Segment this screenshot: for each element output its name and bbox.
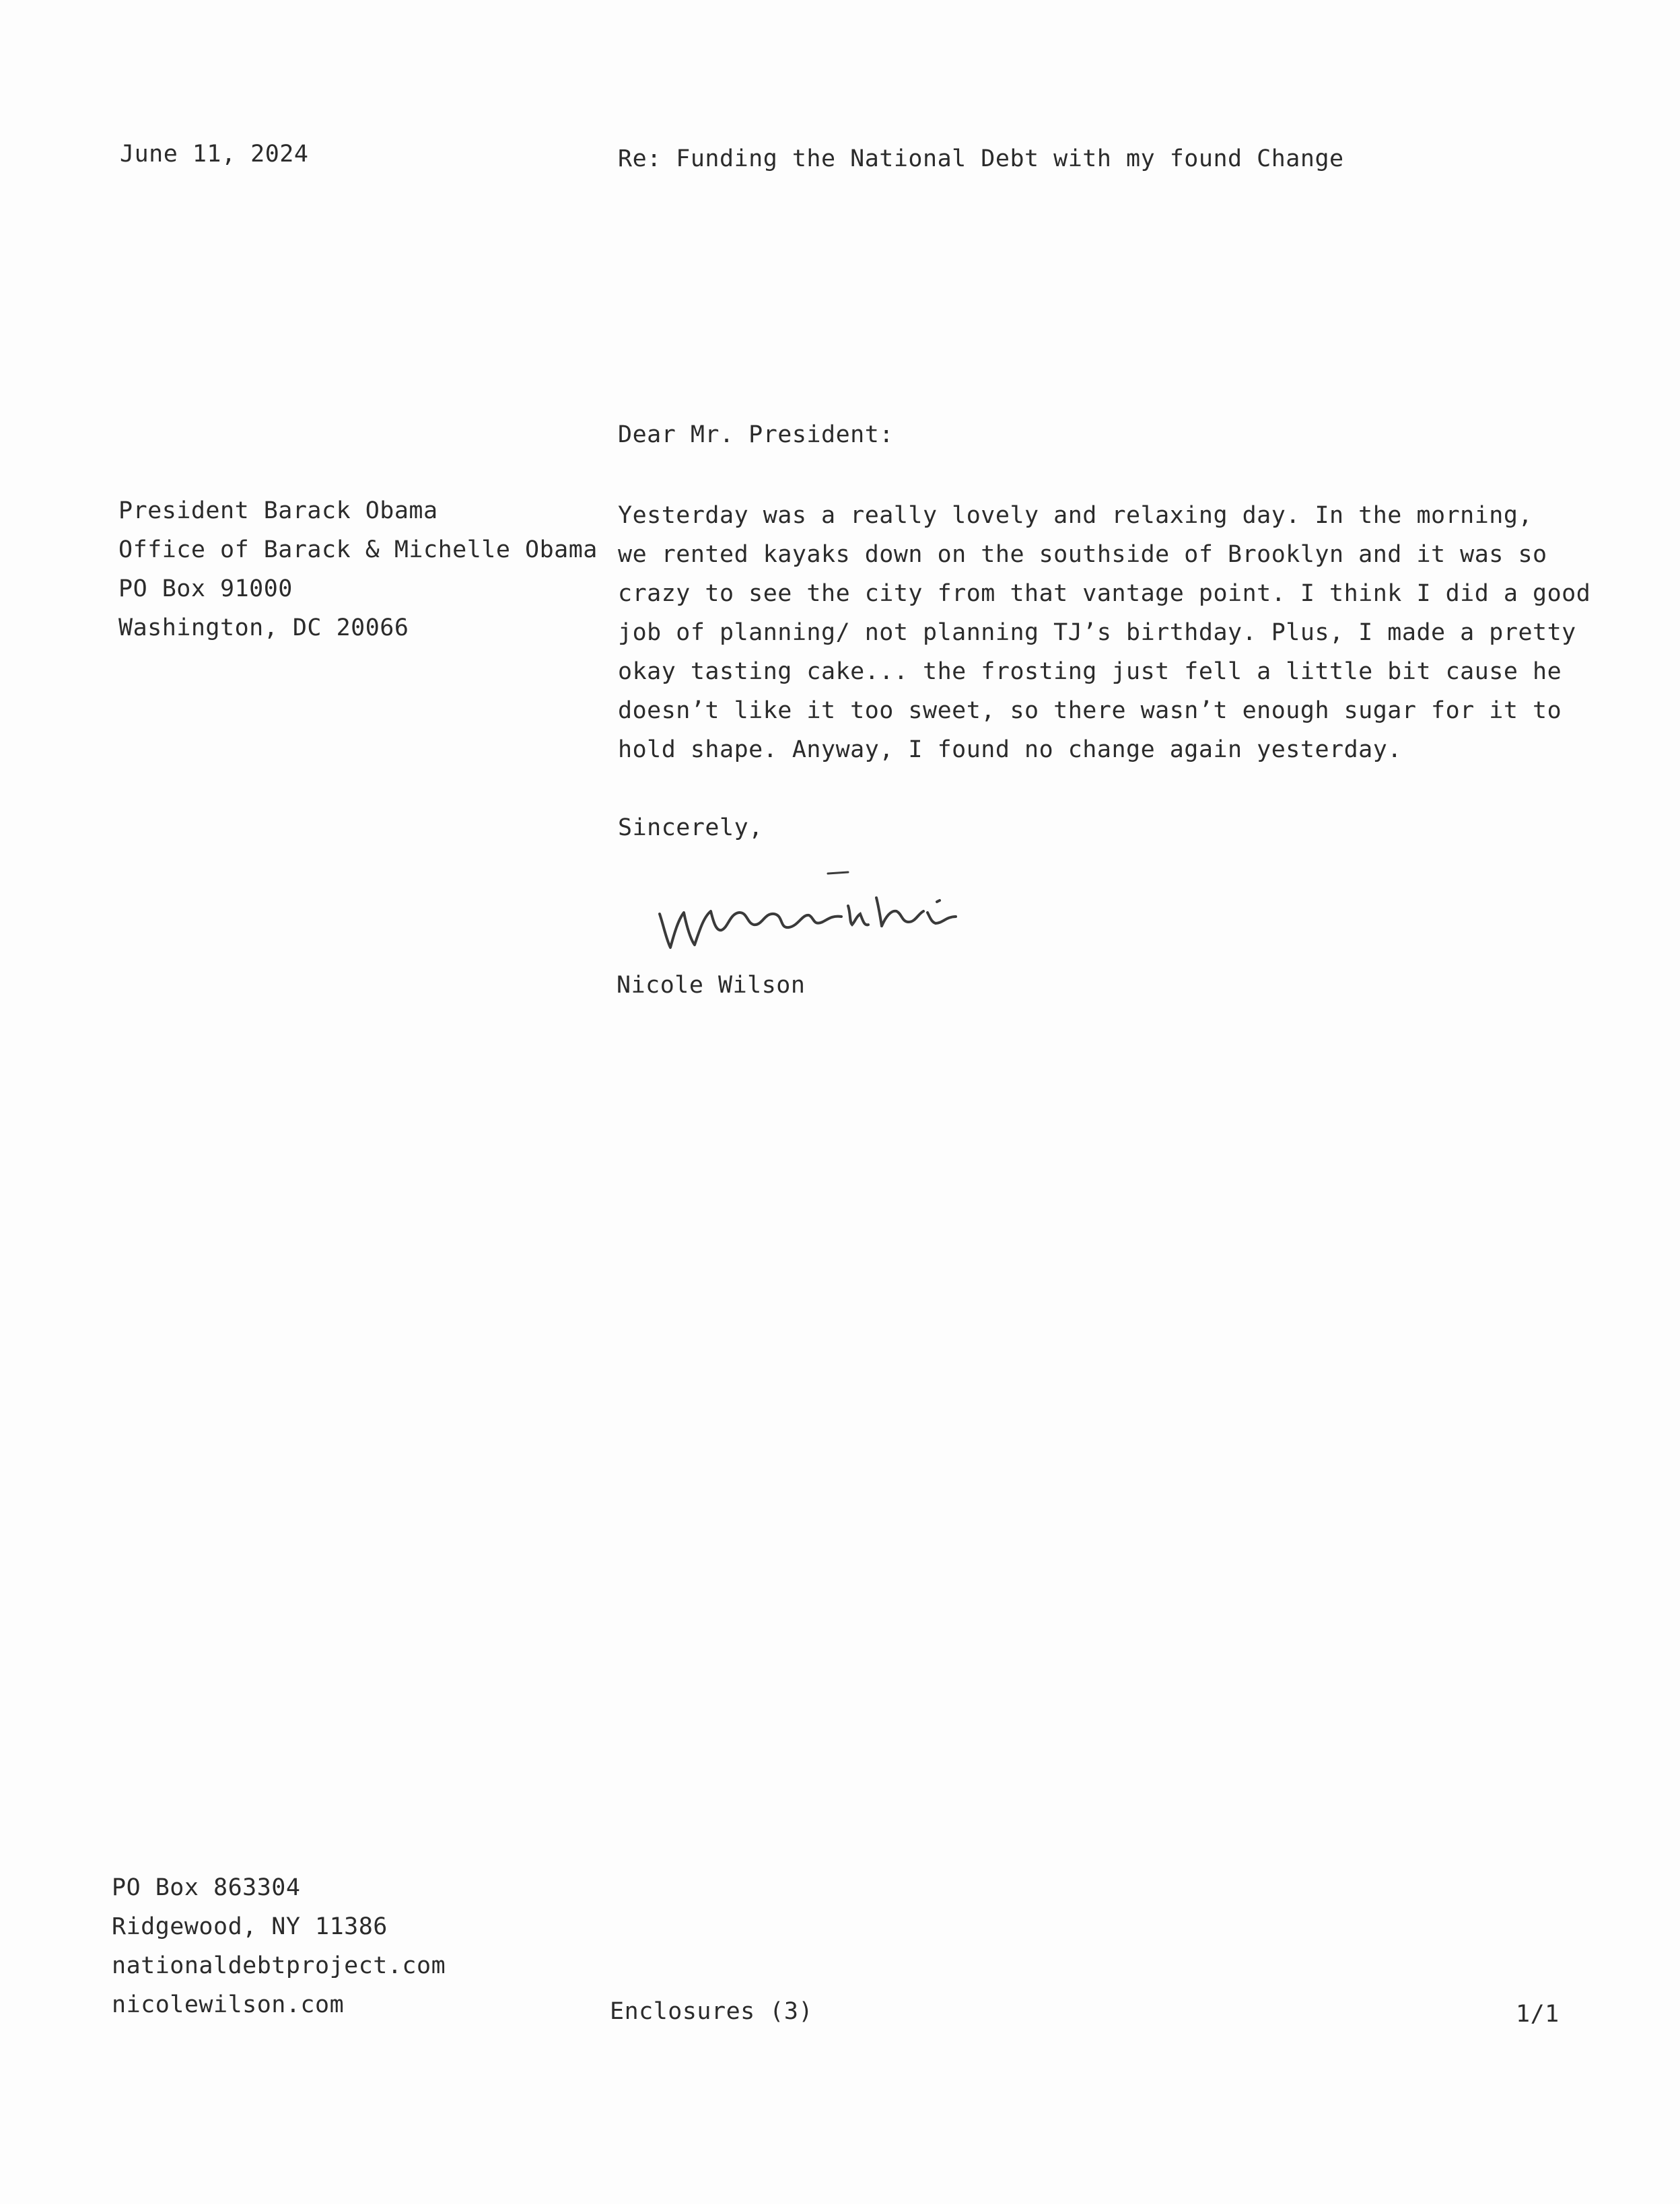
body-line: hold shape. Anyway, I found no change again yesterday. xyxy=(618,736,1402,763)
recipient-address xyxy=(118,491,598,647)
handwritten-signature xyxy=(646,847,996,968)
body-line: doesn’t like it too sweet, so there wasn’t enough sugar for it to xyxy=(618,697,1562,724)
page-number: 1/1 xyxy=(1516,2001,1560,2028)
sender-line: nationaldebtproject.com xyxy=(112,1952,446,1979)
body-line: job of planning/ not planning TJ’s birthday. Plus, I made a pretty xyxy=(618,619,1576,646)
letter-date: June 11, 2024 xyxy=(120,141,309,168)
sender-line: Ridgewood, NY 11386 xyxy=(112,1913,388,1940)
recipient-line: President Barack Obama xyxy=(118,497,438,524)
body-line: Yesterday was a really lovely and relaxing day. In the morning, xyxy=(618,502,1533,529)
salutation: Dear Mr. President: xyxy=(618,421,894,448)
signer-name: Nicole Wilson xyxy=(617,972,806,999)
enclosures-note: Enclosures (3) xyxy=(610,1998,814,2025)
recipient-line: Washington, DC 20066 xyxy=(118,614,409,641)
body-line: we rented kayaks down on the southside of Brooklyn and it was so xyxy=(618,541,1547,568)
recipient-line: PO Box 91000 xyxy=(118,575,293,602)
sender-line: nicolewilson.com xyxy=(112,1991,345,2018)
body-line: crazy to see the city from that vantage point. I think I did a good xyxy=(618,580,1591,607)
closing: Sincerely, xyxy=(618,814,763,841)
sender-line: PO Box 863304 xyxy=(112,1874,301,1901)
body-line: okay tasting cake... the frosting just fell a little bit cause he xyxy=(618,658,1562,685)
sender-address xyxy=(112,1868,446,2024)
letter-subject: Re: Funding the National Debt with my found Change xyxy=(618,145,1344,172)
recipient-line: Office of Barack & Michelle Obama xyxy=(118,536,598,563)
letter-body xyxy=(618,496,1590,769)
